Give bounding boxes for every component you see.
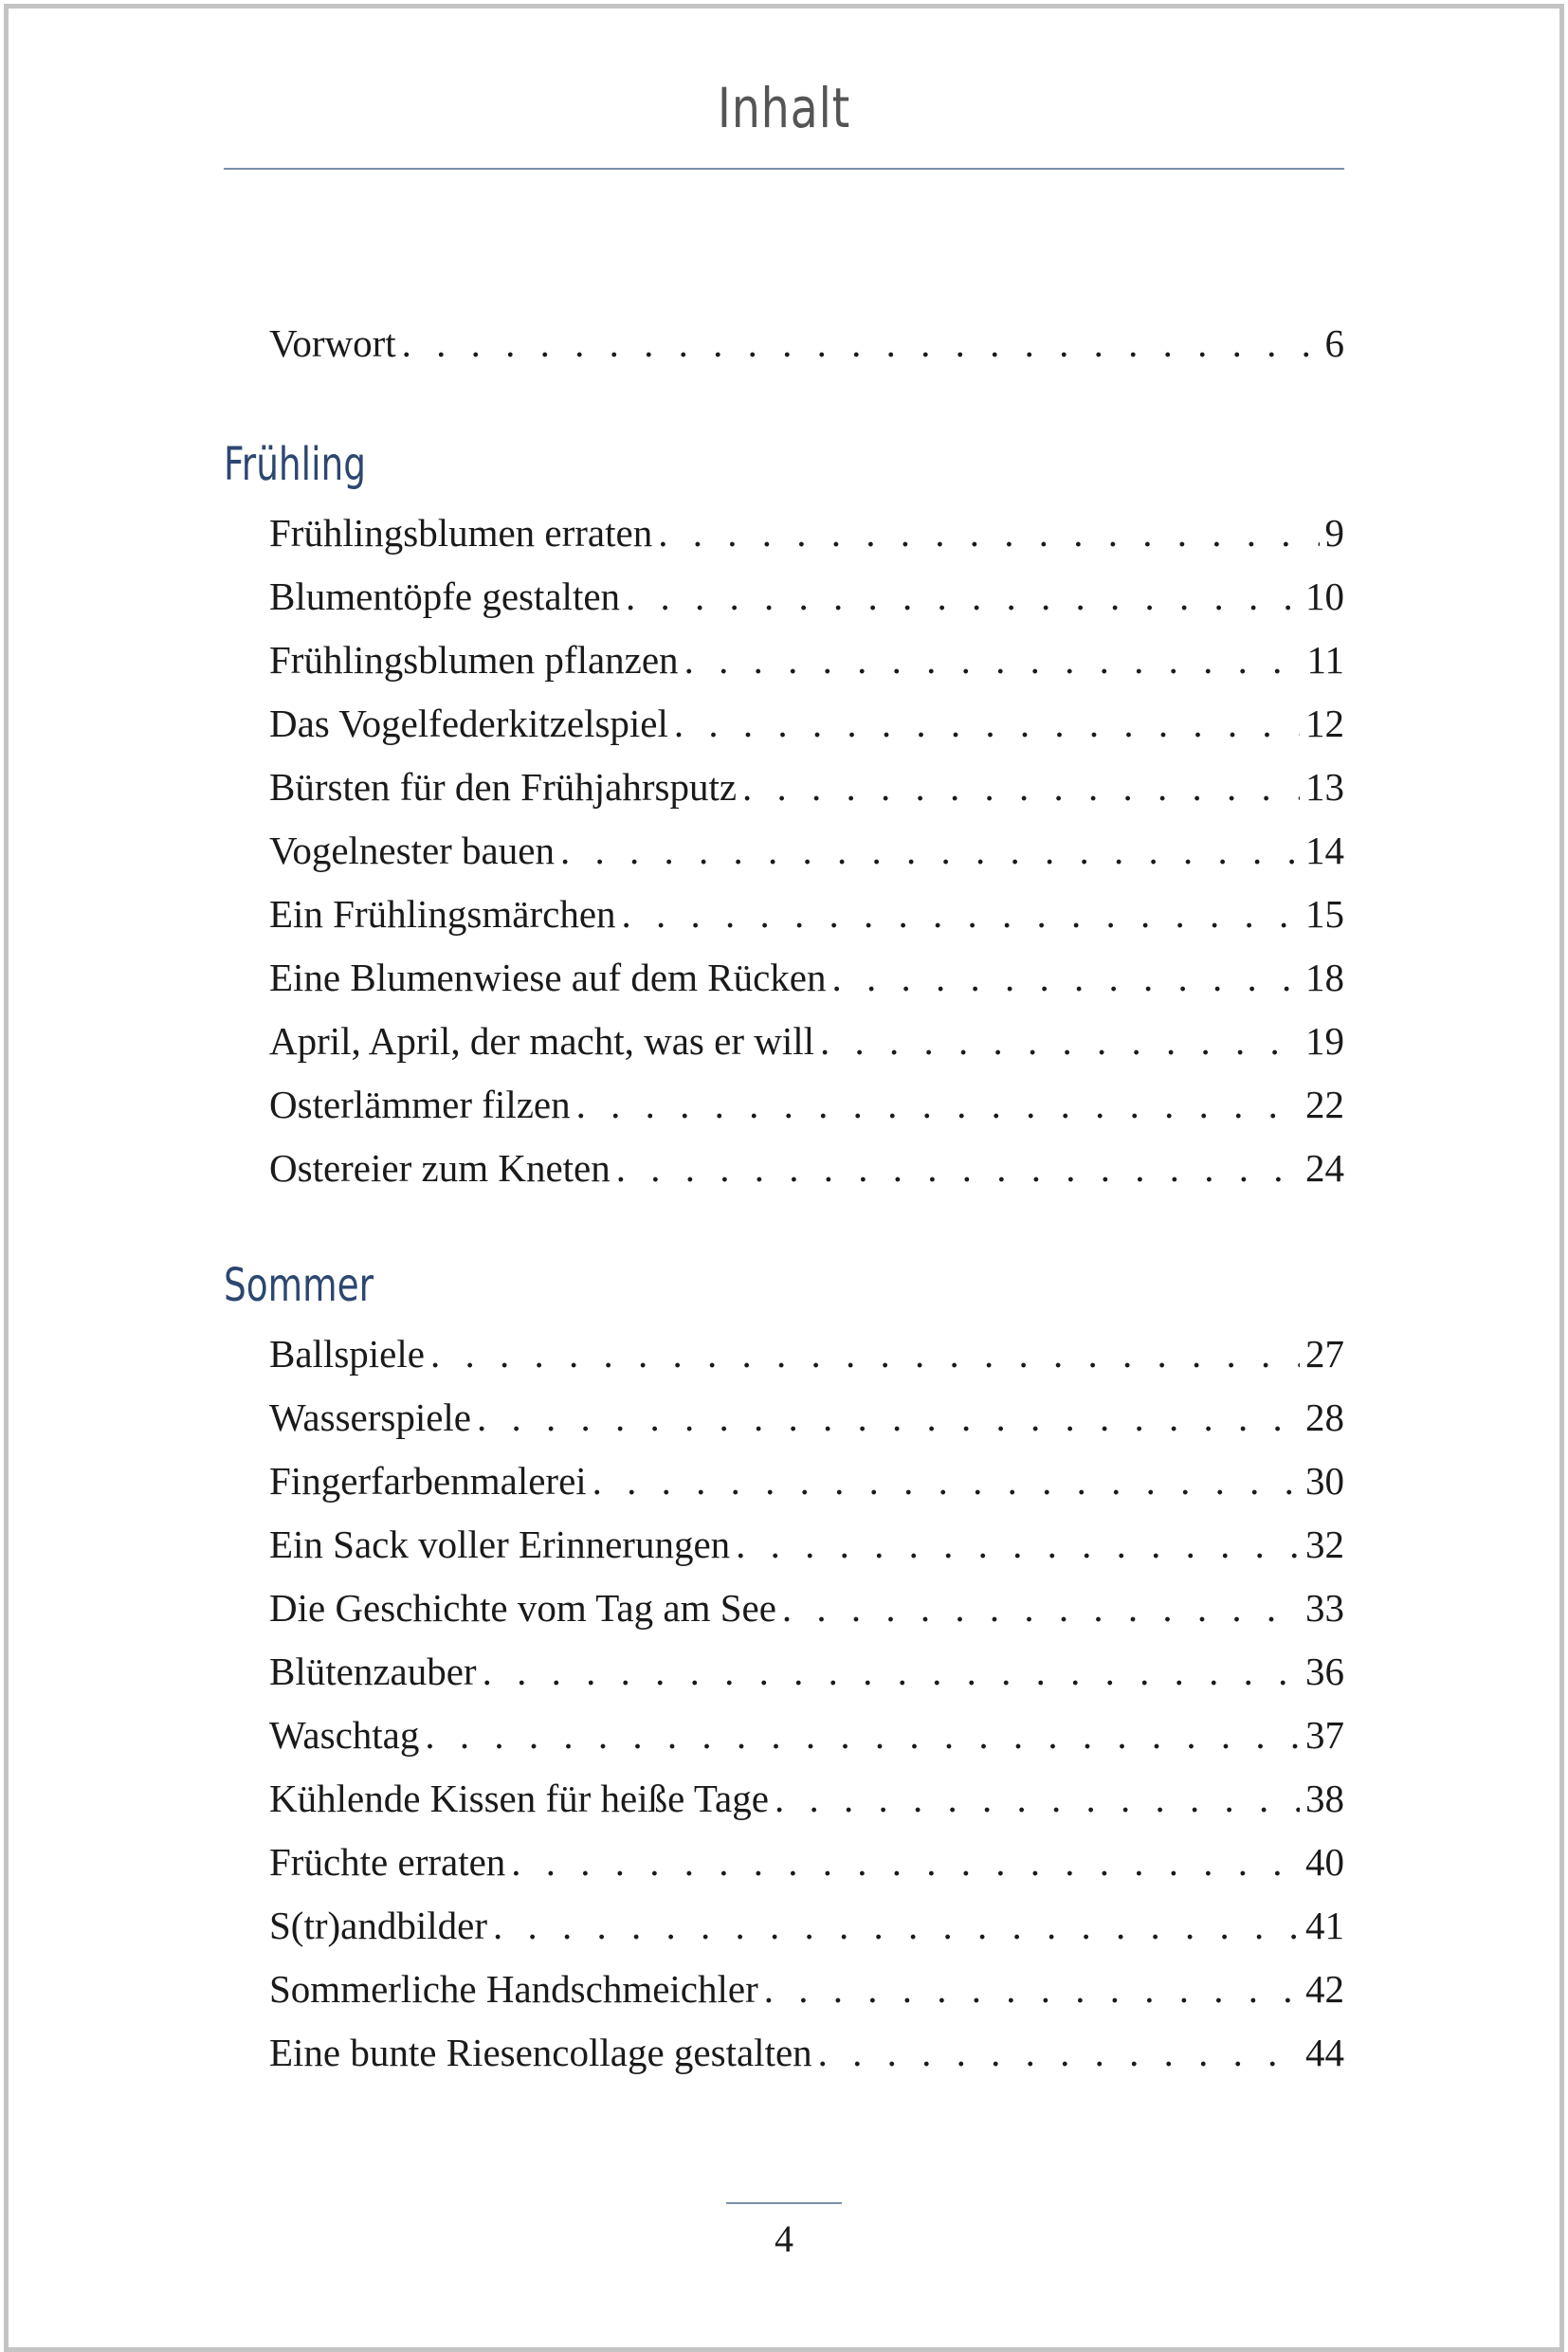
footer-divider: [726, 2202, 842, 2204]
dot-leader: [742, 758, 1300, 815]
dot-leader: [820, 1012, 1300, 1069]
dot-leader: [622, 885, 1300, 942]
toc-entry-label: Waschtag: [269, 1713, 420, 1757]
toc-entry-label: Blumentöpfe gestalten: [269, 574, 621, 618]
toc-entry[interactable]: [269, 568, 1344, 625]
section-title-sommer: Sommer: [224, 1259, 374, 1312]
toc-entry-page: 6: [1324, 321, 1344, 365]
toc-entry-page: 42: [1305, 1967, 1344, 2011]
dot-leader: [684, 631, 1302, 688]
dot-leader: [477, 1389, 1300, 1446]
dot-leader: [493, 1897, 1300, 1954]
toc-entry-page: 41: [1305, 1904, 1344, 1947]
page-number: 4: [775, 2217, 793, 2260]
toc-entry-label: April, April, der macht, was er will: [269, 1019, 815, 1063]
toc-entry[interactable]: [269, 885, 1344, 942]
toc-entry-label: Früchte erraten: [269, 1840, 506, 1884]
toc-entry-label: Vorwort: [269, 321, 396, 365]
toc-entry[interactable]: [269, 631, 1344, 688]
dot-leader: [674, 695, 1300, 752]
dot-leader: [430, 1325, 1300, 1382]
toc-entry-page: 13: [1305, 765, 1344, 809]
toc-entry-page: 12: [1305, 702, 1344, 745]
toc-entry[interactable]: [269, 1076, 1344, 1133]
toc-entry[interactable]: [269, 1833, 1344, 1890]
dot-leader: [818, 2024, 1300, 2081]
toc-entry[interactable]: [269, 504, 1344, 561]
dot-leader: [616, 1140, 1300, 1196]
toc-entry[interactable]: [269, 1960, 1344, 2017]
toc-entry[interactable]: [269, 1140, 1344, 1196]
toc-entry[interactable]: [269, 758, 1344, 815]
toc-entry-label: S(tr)andbilder: [269, 1904, 487, 1947]
toc-entry-label: Eine Blumenwiese auf dem Rücken: [269, 956, 827, 999]
toc-entry[interactable]: [269, 2024, 1344, 2081]
toc-entry-label: Frühlingsblumen pflanzen: [269, 638, 679, 682]
toc-entry-page: 27: [1305, 1332, 1344, 1376]
toc-entry-page: 44: [1305, 2031, 1344, 2074]
toc-entry[interactable]: [269, 1012, 1344, 1069]
dot-leader: [576, 1076, 1300, 1133]
header-divider: [224, 168, 1344, 170]
toc-entry[interactable]: [269, 1389, 1344, 1446]
toc-entry-label: Wasserspiele: [269, 1395, 472, 1439]
dot-leader: [736, 1516, 1300, 1573]
toc-entry[interactable]: [269, 1325, 1344, 1382]
toc-entry[interactable]: [269, 1516, 1344, 1573]
section-title-fruehling: Frühling: [224, 438, 366, 491]
toc-entry-label: Fingerfarbenmalerei: [269, 1459, 587, 1503]
toc-entry-page: 22: [1305, 1083, 1344, 1126]
toc-entry-page: 40: [1305, 1840, 1344, 1884]
dot-leader: [560, 822, 1300, 879]
toc-entry-label: Blütenzauber: [269, 1650, 477, 1693]
toc-entry[interactable]: [269, 1770, 1344, 1827]
toc-entry-page: 30: [1305, 1459, 1344, 1503]
toc-entry-page: 11: [1306, 638, 1344, 682]
toc-entry-page: 38: [1305, 1777, 1344, 1820]
toc-entry-page: 15: [1305, 892, 1344, 936]
toc-entry-page: 9: [1324, 511, 1344, 555]
toc-entry-page: 37: [1305, 1713, 1344, 1757]
dot-leader: [775, 1770, 1300, 1827]
toc-entry-label: Bürsten für den Frühjahrsputz: [269, 765, 738, 809]
dot-leader: [832, 949, 1301, 1006]
toc-entry-label: Die Geschichte vom Tag am See: [269, 1586, 776, 1630]
toc-entry-page: 10: [1305, 574, 1344, 618]
toc-entry-label: Eine bunte Riesencollage gestalten: [269, 2031, 812, 2074]
dot-leader: [782, 1579, 1300, 1636]
page-title: Inhalt: [717, 76, 851, 140]
toc-entry[interactable]: [269, 695, 1344, 752]
dot-leader: [402, 315, 1320, 372]
toc-entry-page: 14: [1305, 829, 1344, 872]
toc-entry-page: 33: [1305, 1586, 1344, 1630]
toc-entry-page: 19: [1305, 1019, 1344, 1063]
dot-leader: [658, 504, 1319, 561]
toc-entry-label: Ostereier zum Kneten: [269, 1146, 611, 1190]
dot-leader: [593, 1452, 1300, 1509]
toc-entry[interactable]: [269, 1897, 1344, 1954]
toc-entry[interactable]: [269, 1706, 1344, 1763]
dot-leader: [764, 1960, 1300, 2017]
toc-entry-page: 32: [1305, 1522, 1344, 1566]
toc-entry-label: Ein Sack voller Erinnerungen: [269, 1522, 731, 1566]
dot-leader: [511, 1833, 1300, 1890]
toc-entry-label: Ballspiele: [269, 1332, 425, 1376]
toc-entry[interactable]: [269, 1643, 1344, 1700]
toc-entry-page: 18: [1305, 956, 1344, 999]
toc-entry-page: 28: [1305, 1395, 1344, 1439]
toc-entry-page: 24: [1305, 1146, 1344, 1190]
toc-entry-page: 36: [1305, 1650, 1344, 1693]
toc-entry[interactable]: [269, 1579, 1344, 1636]
toc-entry-label: Frühlingsblumen erraten: [269, 511, 653, 555]
dot-leader: [626, 568, 1300, 625]
toc-entry-label: Ein Frühlingsmärchen: [269, 892, 616, 936]
dot-leader: [425, 1706, 1300, 1763]
toc-entry[interactable]: [269, 822, 1344, 879]
toc-entry-vorwort[interactable]: [269, 315, 1344, 372]
toc-entry-label: Sommerliche Handschmeichler: [269, 1967, 758, 2011]
toc-entry-label: Osterlämmer filzen: [269, 1083, 571, 1126]
dot-leader: [483, 1643, 1300, 1700]
toc-entry-label: Kühlende Kissen für heiße Tage: [269, 1777, 769, 1820]
toc-entry-label: Vogelnester bauen: [269, 829, 555, 872]
toc-entry-label: Das Vogelfederkitzelspiel: [269, 702, 668, 745]
toc-entry[interactable]: [269, 1452, 1344, 1509]
toc-entry[interactable]: [269, 949, 1344, 1006]
